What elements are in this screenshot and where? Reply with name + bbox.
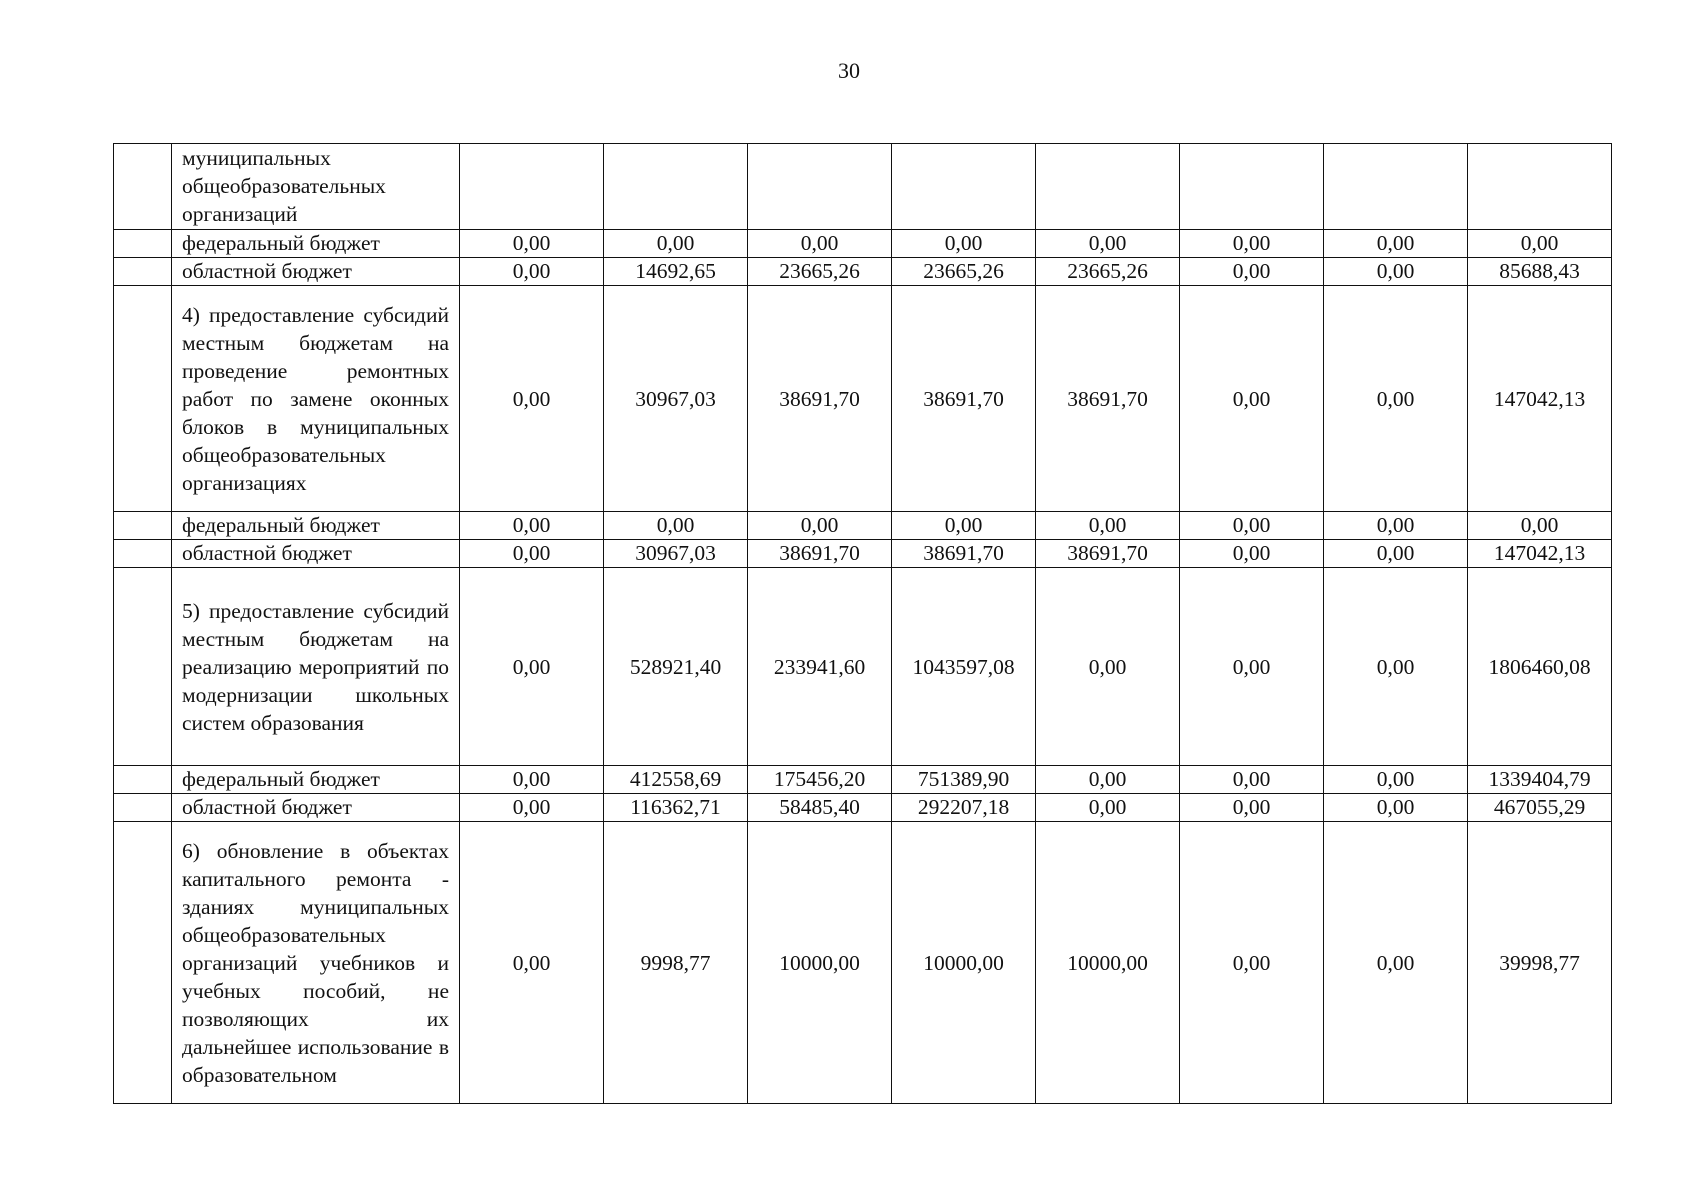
description-cell: федеральный бюджет xyxy=(172,512,460,540)
row-number-cell xyxy=(114,144,172,230)
value-cell: 23665,26 xyxy=(892,258,1036,286)
table-row xyxy=(114,230,1612,258)
value-cell: 0,00 xyxy=(1324,568,1468,766)
page-number: 30 xyxy=(838,58,860,83)
value-cell: 1806460,08 xyxy=(1468,568,1612,766)
value-cell: 10000,00 xyxy=(1036,822,1180,1104)
description-cell: областной бюджет xyxy=(172,540,460,568)
value-cell: 0,00 xyxy=(1180,568,1324,766)
value-cell xyxy=(1324,144,1468,230)
value-cell xyxy=(1036,144,1180,230)
value-cell: 0,00 xyxy=(1036,512,1180,540)
value-cell: 0,00 xyxy=(1180,286,1324,512)
value-cell: 58485,40 xyxy=(748,794,892,822)
row-number-cell xyxy=(114,568,172,766)
value-cell: 412558,69 xyxy=(604,766,748,794)
value-cell: 0,00 xyxy=(1180,512,1324,540)
row-number-cell xyxy=(114,286,172,512)
value-cell: 0,00 xyxy=(892,512,1036,540)
value-cell xyxy=(1180,144,1324,230)
value-cell: 467055,29 xyxy=(1468,794,1612,822)
description-cell: 5) предоставление субсидий местным бюджетам на реализацию мероприятий по модернизации школьных систем образования xyxy=(172,568,460,766)
value-cell: 1043597,08 xyxy=(892,568,1036,766)
description-cell: 4) предоставление субсидий местным бюджетам на проведение ремонтных работ по замене оконных блоков в муниципальных общеобразовательных организациях xyxy=(172,286,460,512)
value-cell: 0,00 xyxy=(1180,794,1324,822)
value-cell: 0,00 xyxy=(460,794,604,822)
value-cell xyxy=(748,144,892,230)
value-cell: 0,00 xyxy=(1036,794,1180,822)
description-cell: областной бюджет xyxy=(172,258,460,286)
value-cell: 147042,13 xyxy=(1468,286,1612,512)
table-row xyxy=(114,766,1612,794)
table-row xyxy=(114,794,1612,822)
value-cell: 0,00 xyxy=(1324,512,1468,540)
value-cell: 116362,71 xyxy=(604,794,748,822)
row-number-cell xyxy=(114,766,172,794)
value-cell: 0,00 xyxy=(1180,822,1324,1104)
value-cell: 0,00 xyxy=(460,766,604,794)
value-cell: 0,00 xyxy=(1324,822,1468,1104)
value-cell: 30967,03 xyxy=(604,286,748,512)
value-cell: 528921,40 xyxy=(604,568,748,766)
value-cell: 0,00 xyxy=(1180,766,1324,794)
value-cell: 30967,03 xyxy=(604,540,748,568)
table-row xyxy=(114,286,1612,512)
value-cell: 14692,65 xyxy=(604,258,748,286)
value-cell: 0,00 xyxy=(460,512,604,540)
value-cell: 233941,60 xyxy=(748,568,892,766)
value-cell: 0,00 xyxy=(460,230,604,258)
value-cell: 85688,43 xyxy=(1468,258,1612,286)
value-cell: 0,00 xyxy=(1180,258,1324,286)
value-cell: 23665,26 xyxy=(748,258,892,286)
value-cell: 23665,26 xyxy=(1036,258,1180,286)
value-cell: 39998,77 xyxy=(1468,822,1612,1104)
table-row xyxy=(114,540,1612,568)
value-cell: 0,00 xyxy=(1468,230,1612,258)
description-cell: федеральный бюджет xyxy=(172,766,460,794)
value-cell: 0,00 xyxy=(1324,286,1468,512)
value-cell: 0,00 xyxy=(460,258,604,286)
table-row xyxy=(114,512,1612,540)
description-cell: областной бюджет xyxy=(172,794,460,822)
value-cell: 1339404,79 xyxy=(1468,766,1612,794)
value-cell: 38691,70 xyxy=(892,286,1036,512)
description-cell: 6) обновление в объектах капитального ремонта - зданиях муниципальных общеобразовательных организаций учебников и учебных пособий, не позволяющих их дальнейшее использование в образовательном xyxy=(172,822,460,1104)
value-cell: 38691,70 xyxy=(892,540,1036,568)
value-cell: 0,00 xyxy=(1324,766,1468,794)
value-cell xyxy=(604,144,748,230)
row-number-cell xyxy=(114,512,172,540)
value-cell: 0,00 xyxy=(1324,258,1468,286)
value-cell: 175456,20 xyxy=(748,766,892,794)
value-cell: 0,00 xyxy=(460,568,604,766)
value-cell: 9998,77 xyxy=(604,822,748,1104)
value-cell: 0,00 xyxy=(1324,230,1468,258)
table-row xyxy=(114,258,1612,286)
value-cell: 0,00 xyxy=(1036,568,1180,766)
table-row xyxy=(114,568,1612,766)
description-cell: муниципальных общеобразовательных организаций xyxy=(172,144,460,230)
value-cell xyxy=(460,144,604,230)
value-cell: 10000,00 xyxy=(748,822,892,1104)
value-cell: 0,00 xyxy=(1180,230,1324,258)
table-row xyxy=(114,144,1612,230)
row-number-cell xyxy=(114,230,172,258)
value-cell: 38691,70 xyxy=(748,286,892,512)
value-cell: 38691,70 xyxy=(1036,286,1180,512)
row-number-cell xyxy=(114,258,172,286)
table-row xyxy=(114,822,1612,1104)
row-number-cell xyxy=(114,822,172,1104)
value-cell: 0,00 xyxy=(748,512,892,540)
value-cell: 0,00 xyxy=(460,540,604,568)
value-cell: 0,00 xyxy=(460,822,604,1104)
value-cell: 751389,90 xyxy=(892,766,1036,794)
value-cell: 0,00 xyxy=(1036,766,1180,794)
value-cell: 0,00 xyxy=(1180,540,1324,568)
value-cell xyxy=(1468,144,1612,230)
row-number-cell xyxy=(114,794,172,822)
value-cell: 10000,00 xyxy=(892,822,1036,1104)
value-cell: 38691,70 xyxy=(1036,540,1180,568)
value-cell: 0,00 xyxy=(1324,794,1468,822)
value-cell: 0,00 xyxy=(748,230,892,258)
value-cell: 292207,18 xyxy=(892,794,1036,822)
value-cell: 0,00 xyxy=(892,230,1036,258)
value-cell: 0,00 xyxy=(604,512,748,540)
value-cell: 0,00 xyxy=(1324,540,1468,568)
value-cell: 0,00 xyxy=(1468,512,1612,540)
budget-table xyxy=(113,143,1612,1104)
value-cell: 38691,70 xyxy=(748,540,892,568)
value-cell: 0,00 xyxy=(604,230,748,258)
value-cell: 147042,13 xyxy=(1468,540,1612,568)
description-cell: федеральный бюджет xyxy=(172,230,460,258)
value-cell: 0,00 xyxy=(460,286,604,512)
value-cell xyxy=(892,144,1036,230)
value-cell: 0,00 xyxy=(1036,230,1180,258)
table-body xyxy=(114,144,1612,1104)
row-number-cell xyxy=(114,540,172,568)
